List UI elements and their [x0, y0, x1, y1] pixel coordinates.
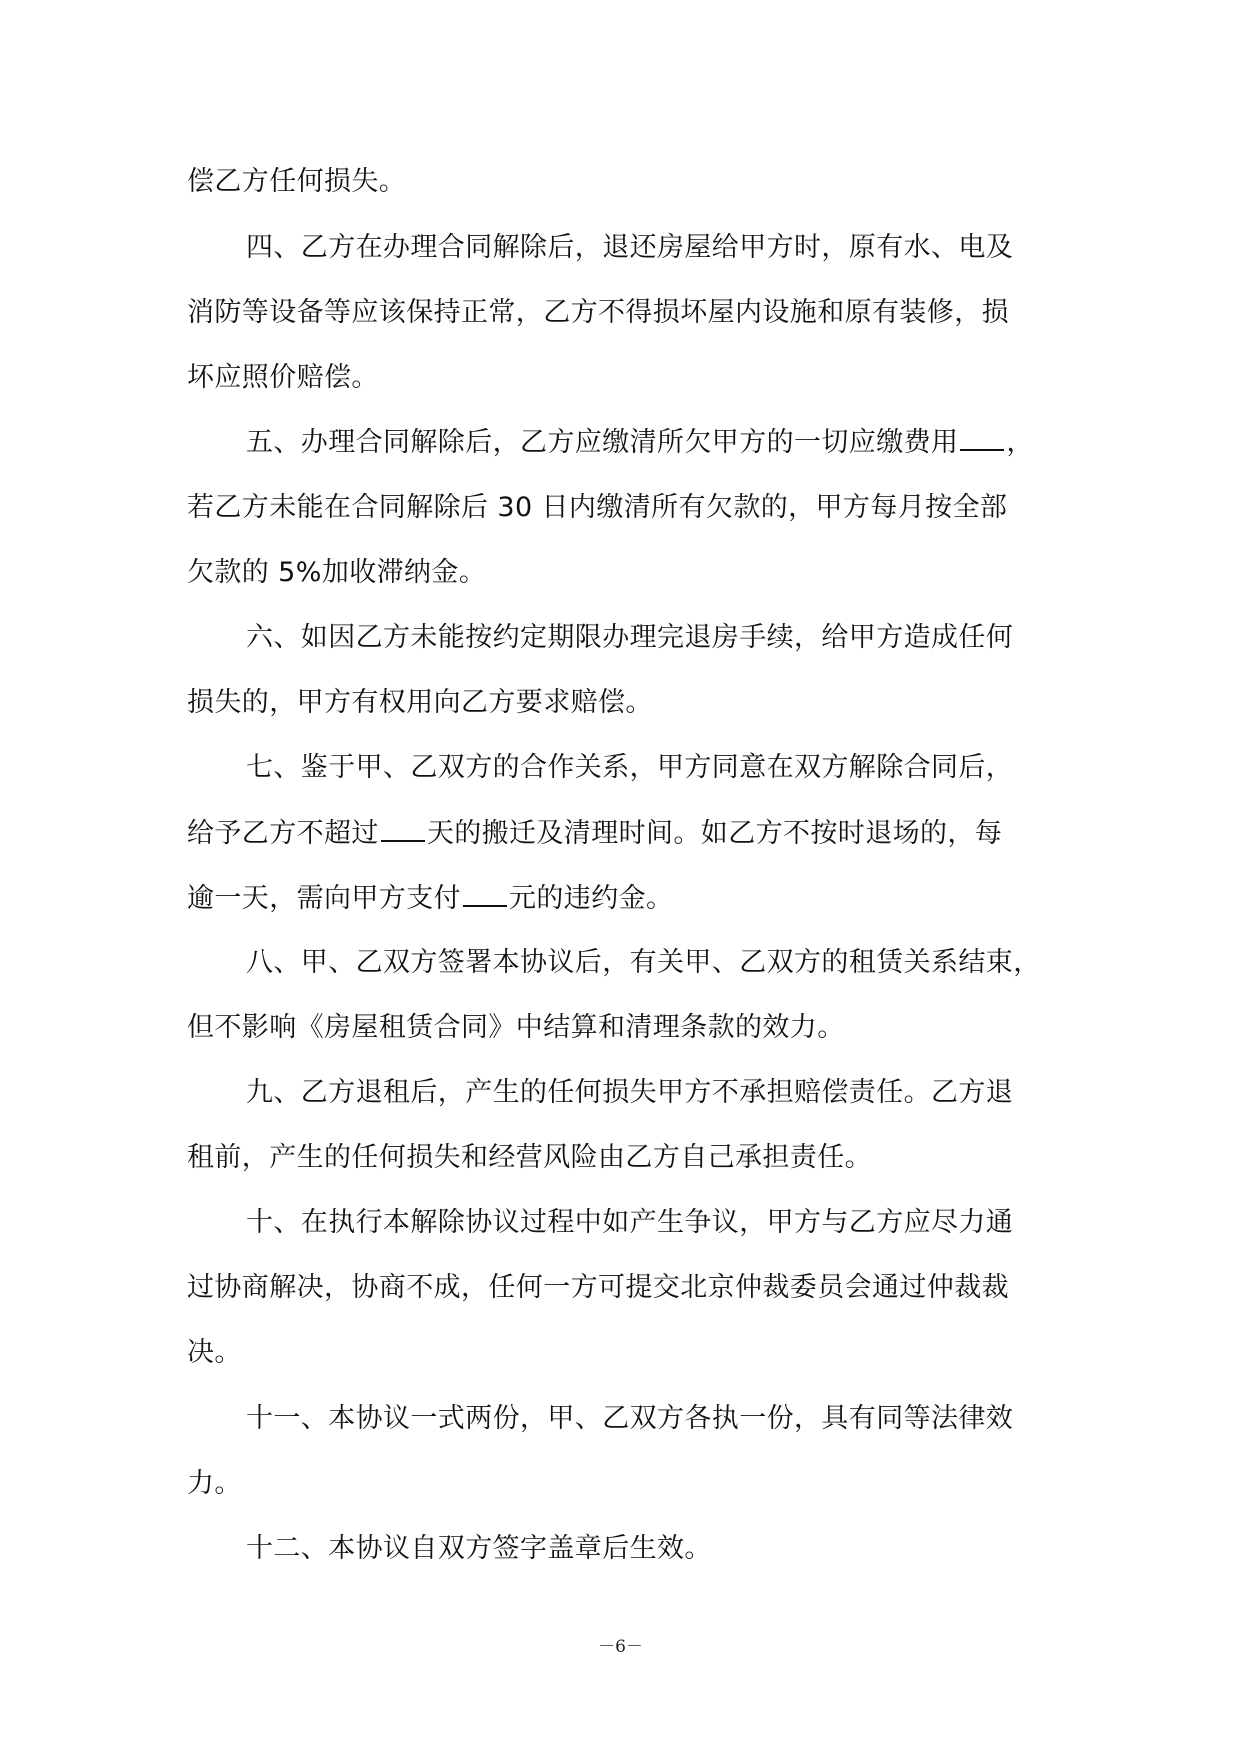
- paragraph-line: [246, 1206, 1013, 1240]
- line-text: 五、办理合同解除后，乙方应缴清所欠甲方的一切应缴费用: [246, 427, 959, 458]
- line-text: 租前，产生的任何损失和经营风险由乙方自己承担责任。: [187, 1142, 872, 1173]
- line-text: 决。: [187, 1337, 242, 1368]
- line-text: 过协商解决，协商不成，任何一方可提交北京仲裁委员会通过仲裁裁: [187, 1272, 1009, 1303]
- paragraph-line: [187, 686, 653, 720]
- line-text: 坏应照价赔偿。: [187, 362, 379, 393]
- line-text: 力。: [187, 1468, 242, 1499]
- line-text: 十、在执行本解除协议过程中如产生争议，甲方与乙方应尽力通: [246, 1207, 1014, 1238]
- paragraph-line: [246, 1076, 1013, 1110]
- line-text: 逾一天，需向甲方支付: [187, 883, 461, 914]
- line-text: 若乙方未能在合同解除后 30 日内缴清所有欠款的，甲方每月按全部: [187, 492, 1008, 523]
- paragraph-line: [246, 231, 1013, 265]
- paragraph-line: [246, 751, 1013, 785]
- line-text: 元的违约金。: [509, 883, 674, 914]
- paragraph-line: [187, 816, 1002, 851]
- paragraph-line: [187, 1336, 242, 1370]
- paragraph-line: [246, 1532, 712, 1566]
- line-text: 四、乙方在办理合同解除后，退还房屋给甲方时，原有水、电及: [246, 232, 1014, 263]
- paragraph-line: [187, 1011, 845, 1045]
- line-text: 十一、本协议一式两份，甲、乙双方各执一份，具有同等法律效: [246, 1403, 1014, 1434]
- paragraph-line: [187, 491, 1007, 525]
- fill-in-blank: [463, 881, 507, 907]
- line-text: 天的搬迁及清理时间。如乙方不按时退场的，每: [426, 818, 1003, 849]
- paragraph-line: [187, 1467, 242, 1501]
- line-text: 欠款的 5%加收滞纳金。: [187, 557, 487, 588]
- line-text: 十二、本协议自双方签字盖章后生效。: [246, 1533, 712, 1564]
- paragraph-line: [246, 1402, 1013, 1436]
- line-text: 九、乙方退租后，产生的任何损失甲方不承担赔偿责任。乙方退: [246, 1077, 1014, 1108]
- paragraph-line: [246, 425, 1034, 460]
- paragraph-line: [187, 361, 379, 395]
- line-text: 给予乙方不超过: [187, 818, 379, 849]
- paragraph-line: [246, 621, 1013, 655]
- line-text: ，: [1006, 427, 1034, 458]
- fill-in-blank: [381, 816, 425, 842]
- line-text: 偿乙方任何损失。: [187, 166, 407, 197]
- paragraph-line: [187, 296, 1009, 330]
- paragraph-line: [187, 165, 406, 199]
- line-text: 损失的，甲方有权用向乙方要求赔偿。: [187, 687, 653, 718]
- fill-in-blank: [960, 425, 1004, 451]
- paragraph-line: [246, 946, 1041, 980]
- page-number: －6－: [598, 1637, 643, 1657]
- paragraph-line: [187, 1141, 872, 1175]
- paragraph-line: [187, 556, 486, 590]
- paragraph-line: [187, 1271, 1009, 1305]
- line-text: 八、甲、乙双方签署本协议后，有关甲、乙双方的租赁关系结束，: [246, 947, 1041, 978]
- line-text: 消防等设备等应该保持正常，乙方不得损坏屋内设施和原有装修，损: [187, 297, 1009, 328]
- line-text: 七、鉴于甲、乙双方的合作关系，甲方同意在双方解除合同后，: [246, 752, 1014, 783]
- paragraph-line: [187, 881, 673, 916]
- line-text: 六、如因乙方未能按约定期限办理完退房手续，给甲方造成任何: [246, 622, 1014, 653]
- line-text: 但不影响《房屋租赁合同》中结算和清理条款的效力。: [187, 1012, 845, 1043]
